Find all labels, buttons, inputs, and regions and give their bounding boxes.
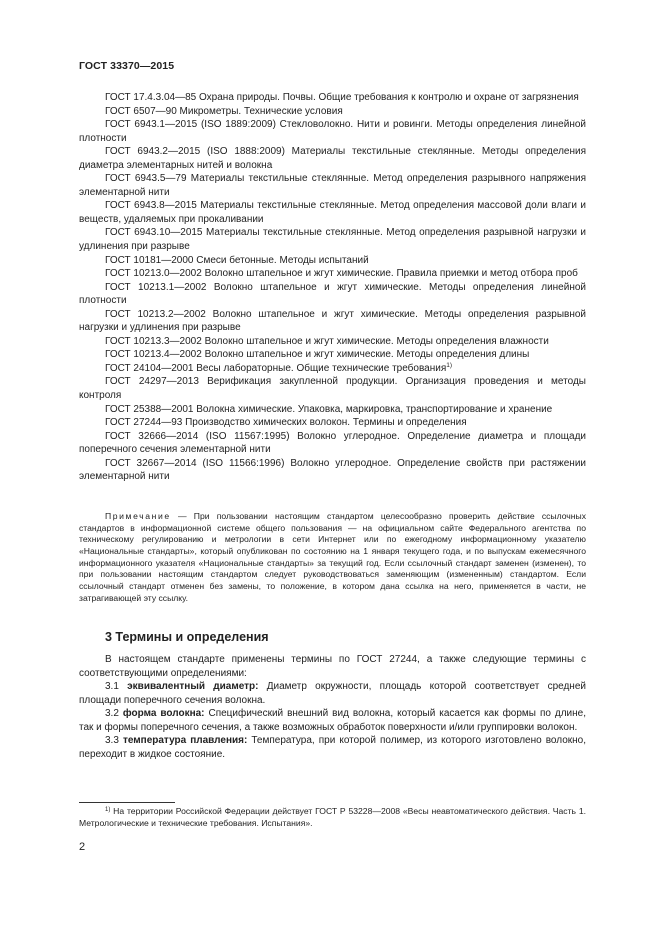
term-definition: Специфический внешний вид волокна, который касается как формы по длине, так и формы поперечного сечения, а также возможных обработок поверхности и/или группировки волокон. bbox=[79, 708, 587, 733]
term-number: 3.3 bbox=[105, 735, 123, 747]
term-entry bbox=[79, 707, 586, 734]
reference-item bbox=[79, 362, 586, 376]
reference-item: ГОСТ 10181—2000 Смеси бетонные. Методы испытаний bbox=[105, 254, 369, 266]
footnote-divider bbox=[79, 802, 175, 803]
reference-item: ГОСТ 6943.10—2015 Материалы текстильные стеклянные. Метод определения разрывной нагрузки и удлинения при разрыве bbox=[79, 227, 586, 253]
reference-text: ГОСТ 24104—2001 Весы лабораторные. Общие технические требования bbox=[105, 362, 447, 374]
reference-item: ГОСТ 10213.2—2002 Волокно штапельное и жгут химические. Методы определения разрывной нагрузки и удлинения при разрыве bbox=[79, 308, 586, 334]
term-name: температура плавления: bbox=[122, 735, 248, 747]
normative-references-list bbox=[79, 91, 586, 484]
note-label: Примечание bbox=[105, 511, 171, 521]
footnote-marker: 1) bbox=[446, 361, 453, 369]
footnote bbox=[79, 806, 586, 829]
note-text: — При пользовании настоящим стандартом целесообразно проверить действие ссылочных стандартов в информационной системе общего пользования — на официальном сайте Федерального агентства по техническому регулированию и метрологии в сети Интернет или по ежегодному информационному указателю «Национальные стандарты», который опубликован по состоянию на 1 января текущего года, и по выпускам ежемесячного информационного указателя «Национальные стандарты» за текущий год. Если ссылочный стандарт заменен (изменен), то при пользовании настоящим стандартом следует руководствоваться заменяющим (измененным) стандартом. Если ссылочный стандарт отменен без замены, то положение, в котором дана ссылка на него, применяется в части, не затрагивающей эту ссылку. bbox=[79, 511, 586, 603]
term-entry bbox=[79, 734, 586, 761]
term-definition: Температура, при которой полимер, из которого изготовлено волокно, переходит в жидкое состояние. bbox=[79, 735, 586, 760]
reference-item: ГОСТ 6943.2—2015 (ISO 1888:2009) Материалы текстильные стеклянные. Методы определения диаметра элементарных нитей и волокна bbox=[79, 146, 586, 171]
term-definition: Диаметр окружности, площадь которой соответствует средней площади поперечного сечения волокна. bbox=[79, 681, 586, 706]
footnote-text: На территории Российской Федерации действует ГОСТ Р 53228—2008 «Весы неавтоматического действия. Часть 1. Метрологические и технические требования. Испытания». bbox=[79, 806, 586, 828]
document-header: ГОСТ 33370—2015 bbox=[79, 60, 175, 72]
footnote-number: 1) bbox=[105, 807, 111, 813]
reference-item: ГОСТ 27244—93 Производство химических волокон. Термины и определения bbox=[105, 417, 467, 429]
reference-item: ГОСТ 6943.1—2015 (ISO 1889:2009) Стекловолокно. Нити и ровинги. Методы определения линейной плотности bbox=[79, 119, 586, 144]
reference-item: ГОСТ 10213.1—2002 Волокно штапельное и жгут химические. Методы определения линейной плотности bbox=[79, 281, 586, 307]
reference-item: ГОСТ 25388—2001 Волокна химические. Упаковка, маркировка, транспортирование и хранение bbox=[105, 403, 553, 415]
term-number: 3.1 bbox=[105, 681, 128, 693]
reference-item: ГОСТ 6943.8—2015 Материалы текстильные стеклянные. Метод определения массовой доли влаги и веществ, удаляемых при прокаливании bbox=[79, 200, 586, 225]
reference-item: ГОСТ 32667—2014 (ISO 11566:1996) Волокно углеродное. Определение свойств при растяжении элементарной нити bbox=[79, 457, 586, 483]
reference-item: ГОСТ 32666—2014 (ISO 11567:1995) Волокно углеродное. Определение диаметра и площади поперечного сечения элементарной нити bbox=[79, 430, 586, 456]
term-name: форма волокна: bbox=[122, 708, 205, 720]
reference-item: ГОСТ 17.4.3.04—85 Охрана природы. Почвы. Общие требования к контролю и охране от загрязнения bbox=[105, 92, 579, 103]
section-heading: 3 Термины и определения bbox=[105, 630, 269, 644]
note-block bbox=[79, 511, 586, 604]
terms-block bbox=[79, 653, 586, 761]
reference-item: ГОСТ 10213.4—2002 Волокно штапельное и жгут химические. Методы определения длины bbox=[105, 349, 530, 361]
term-name: эквивалентный диаметр: bbox=[127, 681, 259, 693]
reference-item: ГОСТ 10213.0—2002 Волокно штапельное и жгут химические. Правила приемки и метод отбора проб bbox=[105, 268, 578, 280]
term-number: 3.2 bbox=[105, 708, 123, 720]
reference-item: ГОСТ 24297—2013 Верификация закупленной продукции. Организация проведения и методы контроля bbox=[79, 376, 586, 402]
reference-item: ГОСТ 10213.3—2002 Волокно штапельное и жгут химические. Методы определения влажности bbox=[105, 335, 549, 347]
reference-item: ГОСТ 6943.5—79 Материалы текстильные стеклянные. Метод определения разрывного напряжения элементарной нити bbox=[79, 173, 586, 198]
reference-item: ГОСТ 6507—90 Микрометры. Технические условия bbox=[105, 105, 343, 117]
page-number: 2 bbox=[79, 841, 86, 853]
term-entry bbox=[79, 680, 586, 707]
section-intro: В настоящем стандарте применены термины по ГОСТ 27244, а также следующие термины с соответствующими определениями: bbox=[79, 654, 586, 679]
